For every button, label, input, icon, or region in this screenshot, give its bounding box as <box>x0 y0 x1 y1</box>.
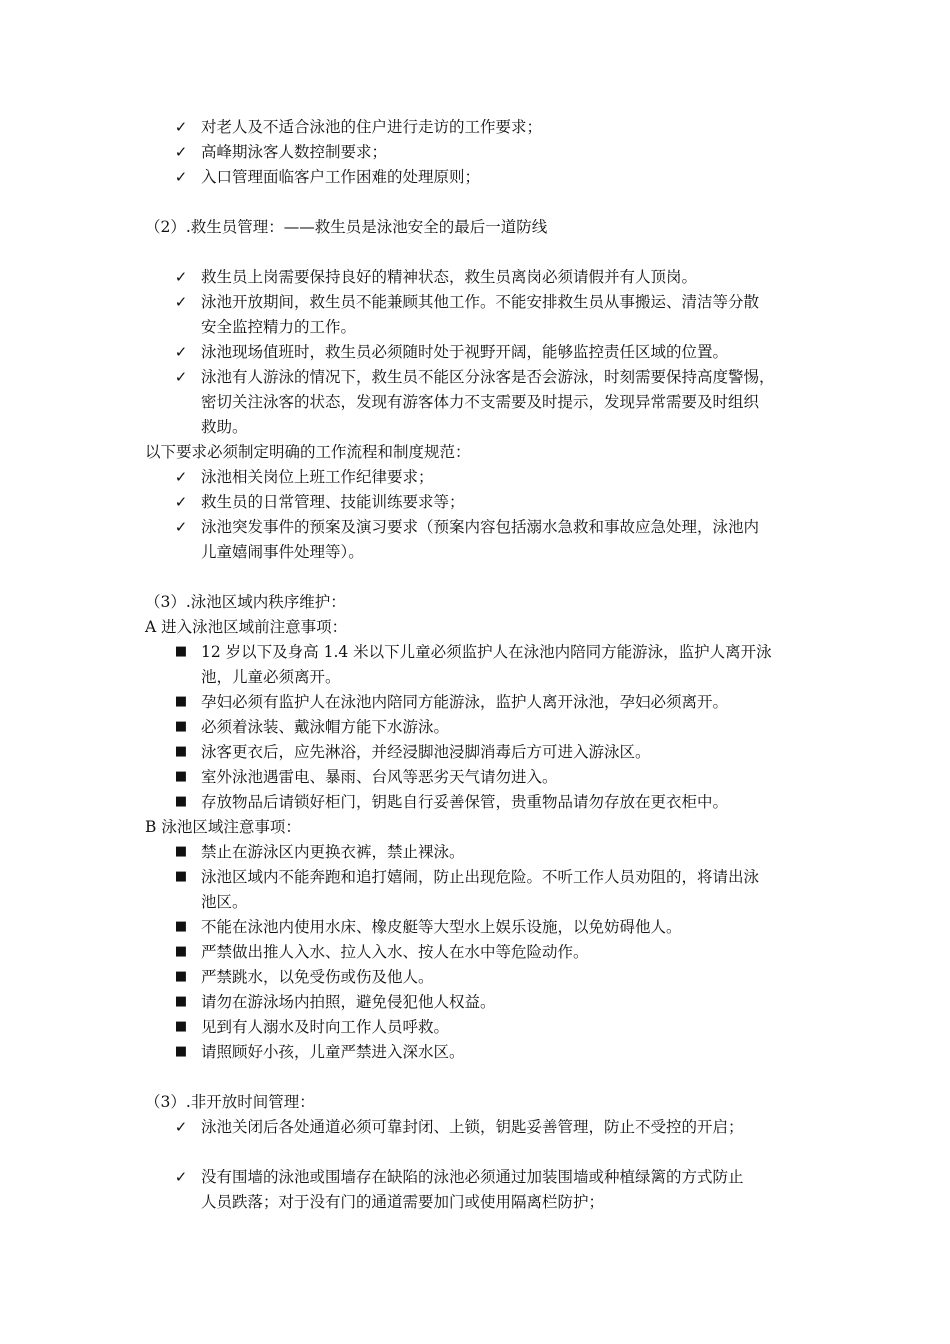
list-item <box>0 1040 950 1064</box>
list-item-text: 请勿在游泳场内拍照，避免侵犯他人权益。 <box>201 993 496 1011</box>
list-item <box>0 265 950 289</box>
list-item <box>0 915 950 939</box>
list-item-text: 泳池开放期间，救生员不能兼顾其他工作。不能安排救生员从事搬运、清洁等分散 <box>201 293 760 311</box>
black-square-icon: ■ <box>174 944 188 959</box>
list-item <box>0 165 950 189</box>
list-item-text: 不能在泳池内使用水床、橡皮艇等大型水上娱乐设施，以免妨碍他人。 <box>201 918 682 936</box>
black-square-icon: ■ <box>174 644 188 659</box>
list-item <box>0 790 950 814</box>
list-item-text: 儿童嬉闹事件处理等）。 <box>201 543 364 561</box>
list-item <box>0 1165 950 1189</box>
list-item-text: 严禁跳水，以免受伤或伤及他人。 <box>201 968 434 986</box>
list-item <box>0 840 950 864</box>
subsection-title-text: A 进入泳池区域前注意事项： <box>145 618 348 636</box>
list-item-text: 请照顾好小孩，儿童严禁进入深水区。 <box>201 1043 465 1061</box>
section-heading-text: （3）.泳池区域内秩序维护： <box>145 593 346 611</box>
list-item <box>0 940 950 964</box>
black-square-icon: ■ <box>174 769 188 784</box>
black-square-icon: ■ <box>174 1019 188 1034</box>
list-item <box>0 365 950 389</box>
list-item <box>0 340 950 364</box>
list-item <box>0 1115 950 1139</box>
list-item <box>0 965 950 989</box>
list-item <box>0 140 950 164</box>
list-item-continuation <box>0 540 950 564</box>
list-item-text: 池，儿童必须离开。 <box>201 668 341 686</box>
section-heading <box>0 1090 950 1114</box>
check-mark-icon: ✓ <box>174 168 188 186</box>
check-mark-icon: ✓ <box>174 1168 188 1186</box>
list-item <box>0 865 950 889</box>
list-item-text: 入口管理面临客户工作困难的处理原则； <box>201 168 481 186</box>
list-item-text: 泳客更衣后，应先淋浴，并经浸脚池浸脚消毒后方可进入游泳区。 <box>201 743 651 761</box>
list-item <box>0 290 950 314</box>
list-item <box>0 990 950 1014</box>
paragraph <box>0 440 950 464</box>
subsection-title <box>0 615 950 639</box>
list-item-text: 泳池现场值班时，救生员必须随时处于视野开阔，能够监控责任区域的位置。 <box>201 343 729 361</box>
check-mark-icon: ✓ <box>174 368 188 386</box>
list-item <box>0 115 950 139</box>
subsection-title-text: B 泳池区域注意事项： <box>145 818 301 836</box>
list-item-text: 救生员的日常管理、技能训练要求等； <box>201 493 465 511</box>
list-item-continuation <box>0 665 950 689</box>
list-item-text: 池区。 <box>201 893 248 911</box>
list-item <box>0 740 950 764</box>
black-square-icon: ■ <box>174 744 188 759</box>
list-item-text: 高峰期泳客人数控制要求； <box>201 143 388 161</box>
list-item-text: 室外泳池遇雷电、暴雨、台风等恶劣天气请勿进入。 <box>201 768 558 786</box>
list-item-text: 孕妇必须有监护人在泳池内陪同方能游泳，监护人离开泳池，孕妇必须离开。 <box>201 693 729 711</box>
check-mark-icon: ✓ <box>174 118 188 136</box>
list-item <box>0 465 950 489</box>
black-square-icon: ■ <box>174 869 188 884</box>
list-item-text: 救生员上岗需要保持良好的精神状态，救生员离岗必须请假并有人顶岗。 <box>201 268 698 286</box>
check-mark-icon: ✓ <box>174 293 188 311</box>
list-item <box>0 640 950 664</box>
check-mark-icon: ✓ <box>174 268 188 286</box>
list-item <box>0 490 950 514</box>
section-heading-text: （3）.非开放时间管理： <box>145 1093 315 1111</box>
black-square-icon: ■ <box>174 969 188 984</box>
check-mark-icon: ✓ <box>174 493 188 511</box>
section-heading-text: （2）.救生员管理：——救生员是泳池安全的最后一道防线 <box>145 218 548 236</box>
check-mark-icon: ✓ <box>174 343 188 361</box>
list-item-text: 严禁做出推人入水、拉人入水、按人在水中等危险动作。 <box>201 943 589 961</box>
black-square-icon: ■ <box>174 1044 188 1059</box>
list-item-continuation <box>0 390 950 414</box>
list-item-text: 人员跌落；对于没有门的通道需要加门或使用隔离栏防护； <box>201 1193 605 1211</box>
list-item <box>0 515 950 539</box>
list-item-text: 对老人及不适合泳池的住户进行走访的工作要求； <box>201 118 543 136</box>
subsection-title <box>0 815 950 839</box>
list-item-text: 必须着泳装、戴泳帽方能下水游泳。 <box>201 718 450 736</box>
list-item <box>0 690 950 714</box>
section-heading <box>0 215 950 239</box>
list-item-text: 泳池有人游泳的情况下，救生员不能区分泳客是否会游泳，时刻需要保持高度警惕， <box>201 368 775 386</box>
black-square-icon: ■ <box>174 919 188 934</box>
black-square-icon: ■ <box>174 694 188 709</box>
black-square-icon: ■ <box>174 794 188 809</box>
list-item-continuation <box>0 315 950 339</box>
list-item-text: 安全监控精力的工作。 <box>201 318 357 336</box>
black-square-icon: ■ <box>174 844 188 859</box>
list-item-text: 泳池相关岗位上班工作纪律要求； <box>201 468 434 486</box>
list-item-text: 存放物品后请锁好柜门，钥匙自行妥善保管，贵重物品请勿存放在更衣柜中。 <box>201 793 729 811</box>
list-item <box>0 765 950 789</box>
list-item-text: 泳池突发事件的预案及演习要求（预案内容包括溺水急救和事故应急处理，泳池内 <box>201 518 760 536</box>
list-item-continuation <box>0 415 950 439</box>
list-item-text: 禁止在游泳区内更换衣裤，禁止裸泳。 <box>201 843 465 861</box>
check-mark-icon: ✓ <box>174 1118 188 1136</box>
list-item-text: 泳池区域内不能奔跑和追打嬉闹，防止出现危险。不听工作人员劝阻的，将请出泳 <box>201 868 760 886</box>
black-square-icon: ■ <box>174 994 188 1009</box>
list-item <box>0 715 950 739</box>
check-mark-icon: ✓ <box>174 143 188 161</box>
list-item-text: 密切关注泳客的状态，发现有游客体力不支需要及时提示，发现异常需要及时组织 <box>201 393 760 411</box>
list-item-text: 12 岁以下及身高 1.4 米以下儿童必须监护人在泳池内陪同方能游泳，监护人离开泳 <box>201 643 772 661</box>
black-square-icon: ■ <box>174 719 188 734</box>
list-item-continuation <box>0 890 950 914</box>
list-item <box>0 1015 950 1039</box>
list-item-continuation <box>0 1190 950 1214</box>
list-item-text: 没有围墙的泳池或围墙存在缺陷的泳池必须通过加装围墙或种植绿篱的方式防止 <box>201 1168 744 1186</box>
list-item-text: 见到有人溺水及时向工作人员呼救。 <box>201 1018 450 1036</box>
paragraph-text: 以下要求必须制定明确的工作流程和制度规范： <box>145 443 471 461</box>
check-mark-icon: ✓ <box>174 468 188 486</box>
list-item-text: 救助。 <box>201 418 248 436</box>
check-mark-icon: ✓ <box>174 518 188 536</box>
list-item-text: 泳池关闭后各处通道必须可靠封闭、上锁，钥匙妥善管理，防止不受控的开启； <box>201 1118 744 1136</box>
section-heading <box>0 590 950 614</box>
